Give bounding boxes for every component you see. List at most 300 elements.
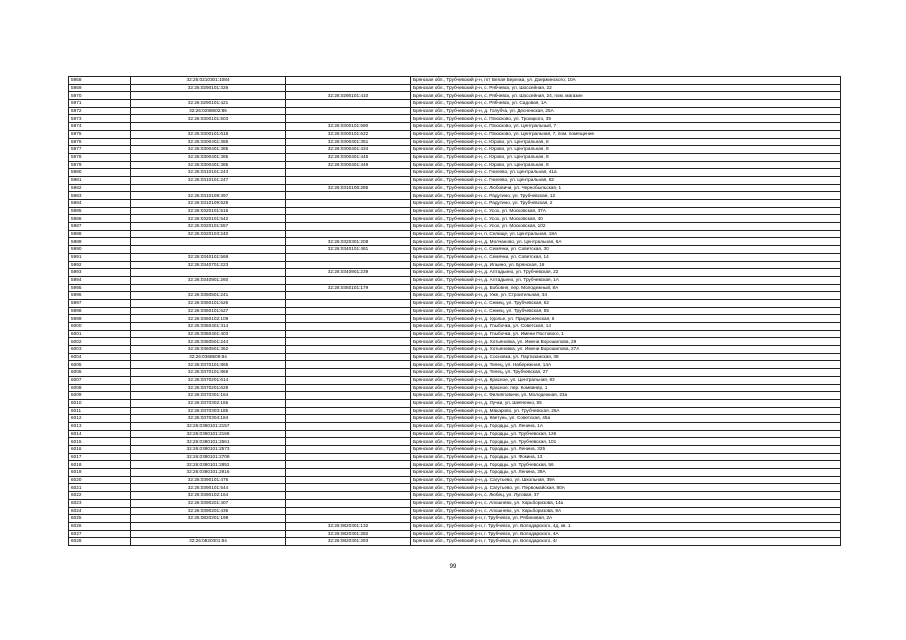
table-row	[69, 146, 841, 154]
table-row	[69, 530, 841, 538]
row-number-cell: 6010	[69, 399, 131, 407]
address-cell: Брянская обл., Трубчевский р-н, с. Юрово, ул. Центральная, 8	[411, 161, 841, 169]
table-row	[69, 484, 841, 492]
parent-number-cell	[286, 253, 411, 261]
parent-number-cell	[286, 77, 411, 85]
row-number-cell: 5974	[69, 123, 131, 131]
address-cell: Брянская обл., Трубчевский р-н, г. Трубчевск, ул. Володарского, 4А	[411, 530, 841, 538]
address-cell: Брянская обл., Трубчевский р-н, с. Рябчевск, ул. Шоссейная, 24, пом. магазин	[411, 92, 841, 100]
table-row	[69, 100, 841, 108]
address-cell: Брянская обл., Трубчевский р-н, д. Красное, пер. Комвинер, 1	[411, 384, 841, 392]
cadastral-number-cell: 32:26:0370303:185	[131, 407, 286, 415]
cadastral-number-cell: 32:26:0370201:629	[131, 384, 286, 392]
parent-number-cell	[286, 215, 411, 223]
row-number-cell: 6026	[69, 522, 131, 530]
table-row	[69, 230, 841, 238]
row-number-cell: 6007	[69, 376, 131, 384]
table-row	[69, 476, 841, 484]
row-number-cell: 5993	[69, 269, 131, 277]
cadastral-number-cell	[131, 184, 286, 192]
table-row	[69, 200, 841, 208]
row-number-cell: 5978	[69, 153, 131, 161]
address-cell: Брянская обл., Трубчевский р-н, г. Трубчевск, ул. Володарского, 4д, кв. 1	[411, 522, 841, 530]
cadastral-number-cell: 32:26:0370301:164	[131, 392, 286, 400]
cadastral-number-cell: 32:26:0350501:241	[131, 292, 286, 300]
parent-number-cell	[286, 407, 411, 415]
parent-number-cell	[286, 353, 411, 361]
row-number-cell: 6025	[69, 515, 131, 523]
cadastral-number-cell	[131, 522, 286, 530]
parent-number-cell	[286, 346, 411, 354]
table-row	[69, 92, 841, 100]
parent-number-cell	[286, 330, 411, 338]
parent-number-cell: 32:26:0820301:293	[286, 538, 411, 546]
address-cell: Брянская обл., Трубчевский р-н, д. Городцы, ул. Трубчевская, 56	[411, 461, 841, 469]
parent-number-cell: 32:26:0300401:445	[286, 153, 411, 161]
parent-number-cell	[286, 399, 411, 407]
parent-number-cell	[286, 438, 411, 446]
cadastral-number-cell: 32:26:0360501:362	[131, 346, 286, 354]
cadastral-number-cell: 32:26:0390201:436	[131, 507, 286, 515]
cadastral-number-cell: 32:26:0340901:260	[131, 276, 286, 284]
cadastral-number-cell: 32:26:0300401:385	[131, 161, 286, 169]
row-number-cell: 6023	[69, 499, 131, 507]
table-row	[69, 269, 841, 277]
table-row	[69, 161, 841, 169]
parent-number-cell	[286, 415, 411, 423]
cadastral-number-cell: 32:26:0360101:627	[131, 307, 286, 315]
parent-number-cell	[286, 507, 411, 515]
table-row	[69, 384, 841, 392]
table-row	[69, 438, 841, 446]
address-cell: Брянская обл., Трубчевский р-н, с. Радутино, ул. Трубчевская, 2	[411, 200, 841, 208]
address-cell: Брянская обл., Трубчевский р-н, с. Юрово, ул. Центральная, 8	[411, 138, 841, 146]
row-number-cell: 6027	[69, 530, 131, 538]
row-number-cell: 5986	[69, 215, 131, 223]
table-row	[69, 138, 841, 146]
cadastral-number-cell: 32:26:0320101:542	[131, 215, 286, 223]
table-row	[69, 215, 841, 223]
table-row	[69, 307, 841, 315]
address-cell: Брянская обл., Трубчевский р-н, с. Усох, ул. Московская, 40	[411, 215, 841, 223]
parent-number-cell: 32:26:0350101:179	[286, 284, 411, 292]
parent-number-cell: 32:26:0300401:434	[286, 146, 411, 154]
row-number-cell: 5959	[69, 84, 131, 92]
parent-number-cell	[286, 100, 411, 108]
parent-number-cell	[286, 292, 411, 300]
table-row	[69, 461, 841, 469]
table-row	[69, 338, 841, 346]
parent-number-cell	[286, 469, 411, 477]
parent-number-cell	[286, 230, 411, 238]
address-cell: Брянская обл., Трубчевский р-н, с. Апошнево, ул. Харьборизова, 9А	[411, 507, 841, 515]
cadastral-number-cell: 32:26:0210301:1084	[131, 77, 286, 85]
table-row	[69, 169, 841, 177]
parent-number-cell	[286, 361, 411, 369]
parent-number-cell	[286, 492, 411, 500]
row-number-cell: 6006	[69, 369, 131, 377]
address-cell: Брянская обл., Трубчевский р-н, д. Городцы, ул. Ленина, 39А	[411, 469, 841, 477]
parent-number-cell	[286, 376, 411, 384]
row-number-cell: 6011	[69, 407, 131, 415]
cadastral-number-cell: 32:26:0390101:544	[131, 484, 286, 492]
address-cell: Брянская обл., Трубчевский р-н, д. Кветунь, ул. Советская, 45а	[411, 415, 841, 423]
row-number-cell: 6014	[69, 430, 131, 438]
address-cell: Брянская обл., Трубчевский р-н, с. Юрово, ул. Центральная, 8	[411, 153, 841, 161]
parent-number-cell	[286, 476, 411, 484]
address-cell: Брянская обл., Трубчевский р-н, с. Усох, ул. Московская, 37А	[411, 207, 841, 215]
row-number-cell: 5981	[69, 176, 131, 184]
cadastral-number-cell: 32:26:0340101:568	[131, 253, 286, 261]
table-row	[69, 276, 841, 284]
address-cell: Брянская обл., Трубчевский р-н, с. Семячки, ул. Советская, 14	[411, 253, 841, 261]
cadastral-number-cell	[131, 238, 286, 246]
row-number-cell: 5979	[69, 161, 131, 169]
cadastral-number-cell: 32:26:0380101:2168	[131, 430, 286, 438]
cadastral-number-cell: 32:26:0820201:198	[131, 515, 286, 523]
address-cell: Брянская обл., Трубчевский р-н, с. Плюсково, ул. Центральный, 7	[411, 123, 841, 131]
address-cell: Брянская обл., Трубчевский р-н, д. Телец, ул. Набережная, 14А	[411, 361, 841, 369]
address-cell: Брянская обл., Трубчевский р-н, д. Телец, ул. Трубчевская, 27	[411, 369, 841, 377]
cadastral-number-cell: 32:26:0290101:326	[131, 84, 286, 92]
cadastral-table	[68, 76, 841, 546]
address-cell: Брянская обл., Трубчевский р-н, д. Хотьяновка, ул. Имени Ворошилова, 29	[411, 338, 841, 346]
row-number-cell: 6004	[69, 353, 131, 361]
parent-number-cell	[286, 176, 411, 184]
address-cell: Брянская обл., Трубчевский р-н, д. Красное, ул. Центральная, 83	[411, 376, 841, 384]
table-row	[69, 469, 841, 477]
row-number-cell: 6028	[69, 538, 131, 546]
row-number-cell: 6018	[69, 461, 131, 469]
parent-number-cell	[286, 223, 411, 231]
address-cell: Брянская обл., Трубчевский р-н, д. Глыбочка, ул. Советская, 14	[411, 323, 841, 331]
table-row	[69, 184, 841, 192]
table-row	[69, 507, 841, 515]
row-number-cell: 5987	[69, 223, 131, 231]
parent-number-cell	[286, 499, 411, 507]
address-cell: Брянская обл., Трубчевский р-н, д. Алтадьино, ул. Трубчевская, 1А	[411, 276, 841, 284]
cadastral-number-cell	[131, 92, 286, 100]
cadastral-number-cell: 32:26:0310101:243	[131, 169, 286, 177]
row-number-cell: 6003	[69, 346, 131, 354]
parent-number-cell	[286, 484, 411, 492]
row-number-cell: 5972	[69, 107, 131, 115]
table-row	[69, 246, 841, 254]
address-cell: Брянская обл., Трубчевский р-н, д. Городцы, ул. Ленина, 325	[411, 446, 841, 454]
parent-number-cell	[286, 392, 411, 400]
cadastral-number-cell	[131, 530, 286, 538]
row-number-cell: 6001	[69, 330, 131, 338]
row-number-cell: 5991	[69, 253, 131, 261]
parent-number-cell: 32:26:0340101:481	[286, 246, 411, 254]
cadastral-number-cell	[131, 246, 286, 254]
address-cell: Брянская обл., Трубчевский р-н, с. Филипповичи, ул. Молодежная, 23а	[411, 392, 841, 400]
address-cell: Брянская обл., Трубчевский р-н, с. Апошнево, ул. Харьборизова, 14а	[411, 499, 841, 507]
cadastral-number-cell: 32:26:0380101:2916	[131, 469, 286, 477]
row-number-cell: 6005	[69, 361, 131, 369]
parent-number-cell	[286, 515, 411, 523]
table-row	[69, 192, 841, 200]
cadastral-number-cell: 32:26:0370304:184	[131, 415, 286, 423]
address-cell: Брянская обл., Трубчевский р-н, д. Сагутьево, ул. Школьная, 39А	[411, 476, 841, 484]
table-row	[69, 292, 841, 300]
address-cell: Брянская обл., Трубчевский р-н, с. Семец, ул. Трубчевская, 62	[411, 299, 841, 307]
row-number-cell: 6000	[69, 323, 131, 331]
row-number-cell: 5994	[69, 276, 131, 284]
cadastral-number-cell: 32:26:0300101:618	[131, 130, 286, 138]
cadastral-number-cell: 32:26:0368509:84	[131, 353, 286, 361]
row-number-cell: 5996	[69, 292, 131, 300]
row-number-cell: 5983	[69, 192, 131, 200]
row-number-cell: 5982	[69, 184, 131, 192]
parent-number-cell	[286, 84, 411, 92]
table-row	[69, 207, 841, 215]
table-row	[69, 499, 841, 507]
parent-number-cell	[286, 338, 411, 346]
row-number-cell: 6022	[69, 492, 131, 500]
parent-number-cell: 32:26:0320301:208	[286, 238, 411, 246]
parent-number-cell	[286, 369, 411, 377]
address-cell: Брянская обл., Трубчевский р-н, с. Любовичи, ул. Чернобыльская, 1	[411, 184, 841, 192]
row-number-cell: 6017	[69, 453, 131, 461]
parent-number-cell	[286, 276, 411, 284]
cadastral-number-cell: 32:26:0360501:244	[131, 338, 286, 346]
row-number-cell: 5977	[69, 146, 131, 154]
cadastral-number-cell: 32:26:0290101:421	[131, 100, 286, 108]
address-cell: Брянская обл., Трубчевский р-н, д. Лучки, ул. Шевченко, 55	[411, 399, 841, 407]
cadastral-number-cell: 32:26:0320103:240	[131, 230, 286, 238]
table-row	[69, 492, 841, 500]
row-number-cell: 5988	[69, 230, 131, 238]
cadastral-number-cell: 32:26:0300401:385	[131, 146, 286, 154]
cadastral-number-cell: 32:26:0390102:164	[131, 492, 286, 500]
cadastral-number-cell: 32:26:0310109:397	[131, 192, 286, 200]
parent-number-cell	[286, 384, 411, 392]
table-row	[69, 446, 841, 454]
address-cell: Брянская обл., Трубчевский р-н, д. Сагутьево, ул. Первомайская, 80А	[411, 484, 841, 492]
table-row	[69, 415, 841, 423]
parent-number-cell	[286, 192, 411, 200]
row-number-cell: 5973	[69, 115, 131, 123]
row-number-cell: 5984	[69, 200, 131, 208]
cadastral-number-cell: 32:26:0370101:869	[131, 369, 286, 377]
row-number-cell: 5995	[69, 284, 131, 292]
row-number-cell: 5990	[69, 246, 131, 254]
row-number-cell: 5992	[69, 261, 131, 269]
cadastral-number-cell: 32:26:0360401:403	[131, 330, 286, 338]
address-cell: Брянская обл., Трубчевский р-н, д. Макарово, ул. Трубчевская, 26А	[411, 407, 841, 415]
cadastral-number-cell: 32:26:0380101:2157	[131, 422, 286, 430]
row-number-cell: 6008	[69, 384, 131, 392]
cadastral-number-cell: 32:26:0360102:109	[131, 315, 286, 323]
row-number-cell: 5985	[69, 207, 131, 215]
cadastral-number-cell: 32:26:0360101:626	[131, 299, 286, 307]
parent-number-cell: 32:26:0290101:410	[286, 92, 411, 100]
address-cell: Брянская обл., Трубчевский р-н, д. Глыбочка, ул. Имени Постового, 1	[411, 330, 841, 338]
address-cell: Брянская обл., Трубчевский р-н, с. Гнилево, ул. Центральная, 82	[411, 176, 841, 184]
row-number-cell: 5997	[69, 299, 131, 307]
table-row	[69, 77, 841, 85]
page-number: 99	[449, 564, 457, 570]
address-cell: Брянская обл., Трубчевский р-н, с. Рябчевск, ул. Шоссейная, 22	[411, 84, 841, 92]
parent-number-cell	[286, 200, 411, 208]
address-cell: Брянская обл., Трубчевский р-н, д. Удолье, ул. Придесненская, 6	[411, 315, 841, 323]
parent-number-cell: 32:26:0300101:622	[286, 130, 411, 138]
table-row	[69, 299, 841, 307]
address-cell: Брянская обл., Трубчевский р-н, д. Голубча, ул. Десненская, 25А	[411, 107, 841, 115]
cadastral-number-cell: 32:26:0370302:166	[131, 399, 286, 407]
parent-number-cell	[286, 430, 411, 438]
cadastral-number-cell: 32:26:0370201:614	[131, 376, 286, 384]
table-body	[69, 77, 841, 546]
parent-number-cell	[286, 461, 411, 469]
parent-number-cell	[286, 323, 411, 331]
address-cell: Брянская обл., Трубчевский р-н, с. Семец, ул. Трубчевская, 55	[411, 307, 841, 315]
cadastral-number-cell: 32:26:0380101:2573	[131, 446, 286, 454]
parent-number-cell	[286, 107, 411, 115]
address-cell: Брянская обл., Трубчевский р-н, г. Трубчевск, ул. Рябиновая, 2А	[411, 515, 841, 523]
cadastral-number-cell: 32:26:0300401:385	[131, 153, 286, 161]
parent-number-cell	[286, 453, 411, 461]
table-row	[69, 422, 841, 430]
address-cell: Брянская обл., Трубчевский р-н, д. Бобовня, пер. Молодежный, 8А	[411, 284, 841, 292]
address-cell: Брянская обл., Трубчевский р-н, д. Городцы, ул. Трубчевская, 126	[411, 430, 841, 438]
row-number-cell: 6020	[69, 476, 131, 484]
parent-number-cell	[286, 207, 411, 215]
table-row	[69, 353, 841, 361]
table-row	[69, 361, 841, 369]
row-number-cell: 5971	[69, 100, 131, 108]
row-number-cell: 5958	[69, 77, 131, 85]
cadastral-number-cell	[131, 284, 286, 292]
row-number-cell: 5999	[69, 315, 131, 323]
row-number-cell: 6019	[69, 469, 131, 477]
table-row	[69, 253, 841, 261]
row-number-cell: 6013	[69, 422, 131, 430]
cadastral-number-cell	[131, 123, 286, 131]
table-row	[69, 399, 841, 407]
cadastral-number-cell: 32:26:0380101:2561	[131, 438, 286, 446]
parent-number-cell: 32:26:0310106:285	[286, 184, 411, 192]
cadastral-number-cell: 32:26:0390201:407	[131, 499, 286, 507]
row-number-cell: 5970	[69, 92, 131, 100]
table-row	[69, 369, 841, 377]
cadastral-number-cell: 32:26:0360401:314	[131, 323, 286, 331]
address-cell: Брянская обл., Трубчевский р-н, д. Молчаново, ул. Центральная, 6А	[411, 238, 841, 246]
address-cell: Брянская обл., Трубчевский р-н, д. Алтадьино, ул. Трубчевская, 22	[411, 269, 841, 277]
parent-number-cell: 32:26:0300401:351	[286, 138, 411, 146]
row-number-cell: 6012	[69, 415, 131, 423]
cadastral-number-cell	[131, 269, 286, 277]
table-row	[69, 315, 841, 323]
parent-number-cell	[286, 315, 411, 323]
parent-number-cell: 32:26:0820301:132	[286, 522, 411, 530]
row-number-cell: 5989	[69, 238, 131, 246]
row-number-cell: 6024	[69, 507, 131, 515]
row-number-cell: 5980	[69, 169, 131, 177]
cadastral-number-cell: 32:26:0370101:865	[131, 361, 286, 369]
address-cell: Брянская обл., Трубчевский р-н, с. Юрово, ул. Центральная, 8	[411, 146, 841, 154]
address-cell: Брянская обл., Трубчевский р-н, с. Плюсково, ул. Троицкого, 39	[411, 115, 841, 123]
table-row	[69, 176, 841, 184]
cadastral-number-cell: 32:26:0380101:2852	[131, 461, 286, 469]
cadastral-number-cell: 32:26:0310101:247	[131, 176, 286, 184]
table-row	[69, 84, 841, 92]
table-row	[69, 107, 841, 115]
parent-number-cell	[286, 115, 411, 123]
table-row	[69, 522, 841, 530]
address-cell: Брянская обл., Трубчевский р-н, п. Селище, ул. Центральная, 18А	[411, 230, 841, 238]
cadastral-number-cell: 32:26:0820301:84	[131, 538, 286, 546]
table-row	[69, 392, 841, 400]
row-number-cell: 6009	[69, 392, 131, 400]
address-cell: Брянская обл., Трубчевский р-н, с. Любец, ул. Луговая, 37	[411, 492, 841, 500]
cadastral-number-cell: 32:26:0300401:385	[131, 138, 286, 146]
parent-number-cell	[286, 422, 411, 430]
address-cell: Брянская обл., Трубчевский р-н, с. Усох, ул. Московская, 102	[411, 223, 841, 231]
parent-number-cell	[286, 261, 411, 269]
table-row	[69, 238, 841, 246]
address-cell: Брянская обл., Трубчевский р-н, д. Городцы, ул. Фокина, 13	[411, 453, 841, 461]
cadastral-number-cell: 32:26:0320101:516	[131, 207, 286, 215]
parent-number-cell: 32:26:0820301:282	[286, 530, 411, 538]
address-cell: Брянская обл., Трубчевский р-н, д. Городцы, ул. Трубчевская, 101	[411, 438, 841, 446]
parent-number-cell: 32:26:0300401:449	[286, 161, 411, 169]
row-number-cell: 5998	[69, 307, 131, 315]
cadastral-number-cell: 32:26:0310109:528	[131, 200, 286, 208]
parent-number-cell: 32:26:0340901:239	[286, 269, 411, 277]
parent-number-cell	[286, 169, 411, 177]
parent-number-cell	[286, 299, 411, 307]
cadastral-number-cell: 32:26:0320101:557	[131, 223, 286, 231]
parent-number-cell	[286, 307, 411, 315]
address-cell: Брянская обл., Трубчевский р-н, д. Сосновка, ул. Партизанская, 38	[411, 353, 841, 361]
address-cell: Брянская обл., Трубчевский р-н, с. Радутино, ул. Трубчевская, 12	[411, 192, 841, 200]
address-cell: Брянская обл., Трубчевский р-н, д. Уже, ул. Строительная, 34	[411, 292, 841, 300]
table-row	[69, 284, 841, 292]
parent-number-cell: 32:26:0300101:590	[286, 123, 411, 131]
address-cell: Брянская обл., Трубчевский р-н, пгт Белая Березка, ул. Дзержинского, 10А	[411, 77, 841, 85]
row-number-cell: 6015	[69, 438, 131, 446]
table-row	[69, 538, 841, 546]
table-row	[69, 223, 841, 231]
table-row	[69, 130, 841, 138]
row-number-cell: 5976	[69, 138, 131, 146]
table-row	[69, 515, 841, 523]
row-number-cell: 5975	[69, 130, 131, 138]
table-row	[69, 330, 841, 338]
address-cell: Брянская обл., Трубчевский р-н, с. Гнилево, ул. Центральная, 41а	[411, 169, 841, 177]
cadastral-number-cell: 32:26:0298502:86	[131, 107, 286, 115]
table-row	[69, 261, 841, 269]
address-cell: Брянская обл., Трубчевский р-н, г. Трубчевск, ул. Володарского, 4г	[411, 538, 841, 546]
cadastral-number-cell: 32:26:0390101:476	[131, 476, 286, 484]
address-cell: Брянская обл., Трубчевский р-н, д. Хотьяновка, ул. Имени Ворошилова, 27А	[411, 346, 841, 354]
cadastral-number-cell: 32:26:0300101:503	[131, 115, 286, 123]
parent-number-cell	[286, 446, 411, 454]
table-row	[69, 407, 841, 415]
table-row	[69, 123, 841, 131]
address-cell: Брянская обл., Трубчевский р-н, с. Семячки, ул. Советская, 30	[411, 246, 841, 254]
table-row	[69, 453, 841, 461]
row-number-cell: 6021	[69, 484, 131, 492]
cadastral-number-cell: 32:26:0380101:2709	[131, 453, 286, 461]
cadastral-number-cell: 32:26:0340701:223	[131, 261, 286, 269]
table-row	[69, 115, 841, 123]
row-number-cell: 6002	[69, 338, 131, 346]
table-row	[69, 153, 841, 161]
table-row	[69, 323, 841, 331]
